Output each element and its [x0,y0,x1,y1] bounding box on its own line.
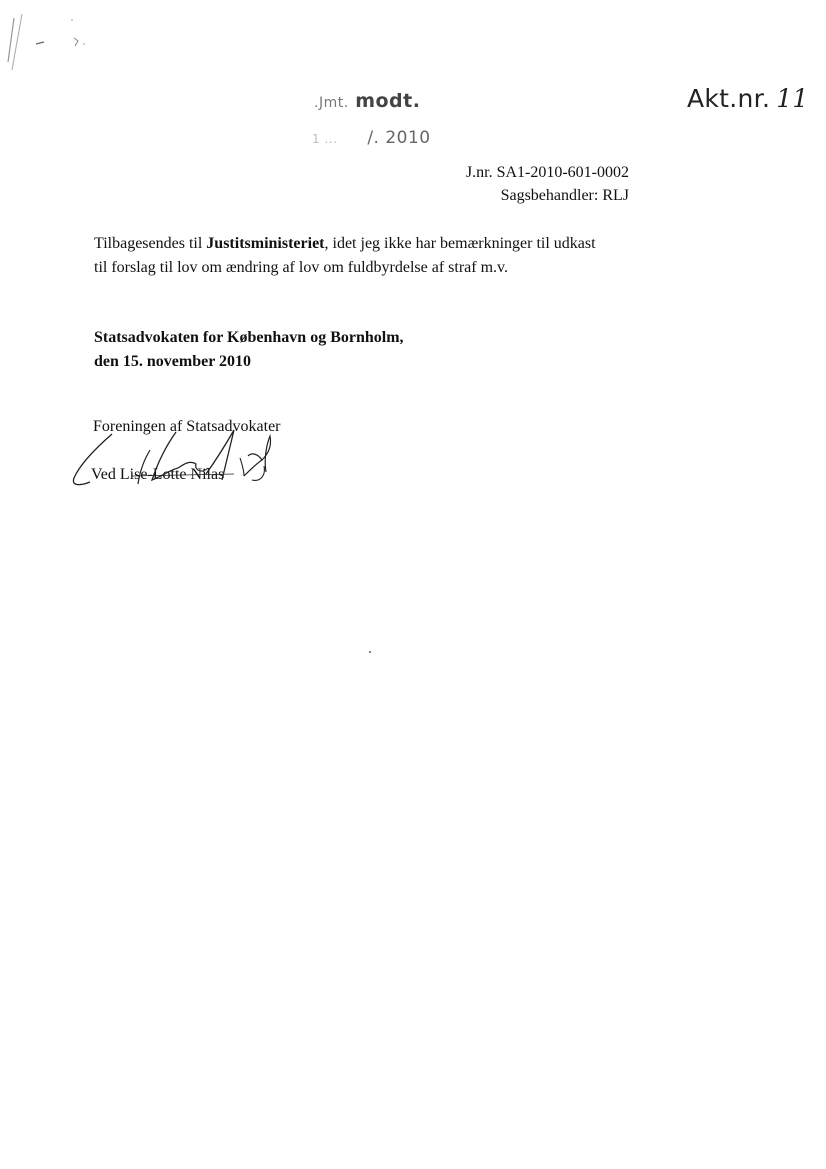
signature-signed-by: Ved Lise-Lotte Nilas [91,466,225,483]
akt-value: 11 [776,84,809,113]
sender-block [94,326,404,374]
stamp-date: /. 2010 [367,128,431,148]
stamp-word: modt. [355,90,421,112]
scan-corner-marks [0,0,110,80]
stamp-prefix: .Jmt. [314,95,349,111]
body-rest-line1: , idet jeg ikke har bemærkninger til udkast [324,235,596,252]
case-handler: Sagsbehandler: RLJ [500,187,629,204]
sender-date: den 15. november 2010 [94,353,252,370]
scan-speck [369,651,371,653]
body-paragraph [94,232,654,280]
stamp-faint-text: 1 ... [312,132,338,146]
received-stamp-line1 [314,90,420,112]
body-intro: Tilbagesendes til [94,235,207,252]
akt-number [687,84,809,113]
handwritten-signature [66,424,296,496]
received-stamp-date [312,128,431,148]
journal-number: J.nr. SA1-2010-601-0002 [465,164,629,181]
body-line2: til forslag til lov om ændring af lov om fuldbyrdelse af straf m.v. [94,259,508,276]
sender-name: Statsadvokaten for København og Bornholm, [94,329,404,346]
body-recipient: Justitsministeriet [206,235,325,252]
akt-label: Akt.nr. [687,84,771,113]
signature-organization: Foreningen af Statsadvokater [93,418,281,435]
